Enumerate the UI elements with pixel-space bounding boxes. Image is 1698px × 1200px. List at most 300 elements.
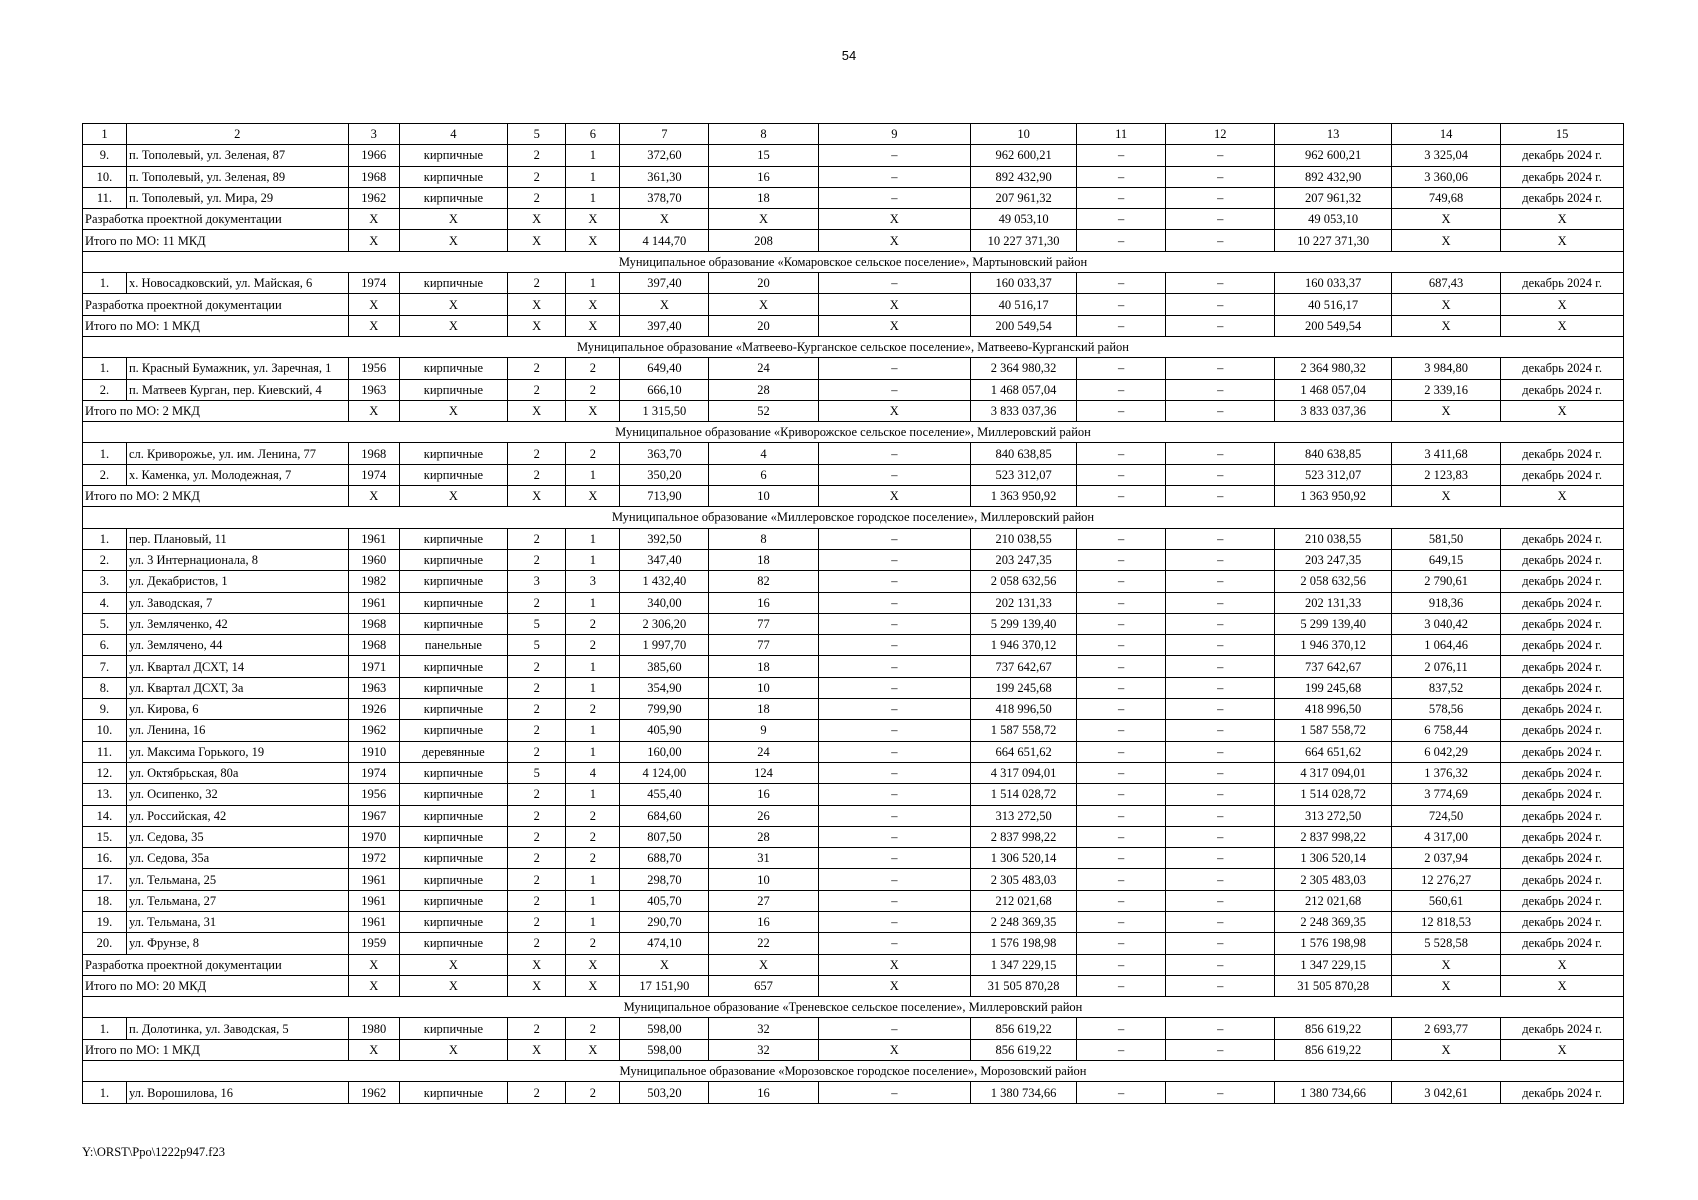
table-cell: 212 021,68 bbox=[970, 890, 1076, 911]
table-cell: 1960 bbox=[348, 549, 399, 570]
section-header-row bbox=[83, 251, 1624, 272]
table-cell: 2 306,20 bbox=[620, 613, 709, 634]
table-cell: 3 325,04 bbox=[1391, 145, 1500, 166]
table-cell: 2 bbox=[508, 187, 566, 208]
table-cell: 581,50 bbox=[1391, 528, 1500, 549]
table-cell: 10 bbox=[709, 869, 818, 890]
table-row bbox=[83, 805, 1624, 826]
summary-cell: X bbox=[566, 400, 620, 421]
table-cell: – bbox=[818, 528, 970, 549]
table-cell: 22 bbox=[709, 933, 818, 954]
table-row bbox=[83, 528, 1624, 549]
table-cell: декабрь 2024 г. bbox=[1501, 784, 1624, 805]
table-cell: 202 131,33 bbox=[1275, 592, 1391, 613]
column-number: 12 bbox=[1166, 124, 1275, 145]
table-cell: – bbox=[818, 549, 970, 570]
summary-label: Итого по МО: 11 МКД bbox=[83, 230, 349, 251]
table-cell: 737 642,67 bbox=[1275, 656, 1391, 677]
table-cell: 1974 bbox=[348, 273, 399, 294]
table-row bbox=[83, 145, 1624, 166]
table-cell: кирпичные bbox=[399, 613, 507, 634]
summary-cell: X bbox=[399, 954, 507, 975]
summary-cell: X bbox=[1501, 954, 1624, 975]
table-cell: 4 317,00 bbox=[1391, 826, 1500, 847]
summary-row bbox=[83, 294, 1624, 315]
table-cell: 1974 bbox=[348, 464, 399, 485]
table-cell: 1966 bbox=[348, 145, 399, 166]
table-cell: 1 bbox=[566, 677, 620, 698]
table-cell: 16 bbox=[709, 1082, 818, 1103]
table-cell: 77 bbox=[709, 613, 818, 634]
summary-cell: 4 144,70 bbox=[620, 230, 709, 251]
summary-cell: – bbox=[1077, 954, 1166, 975]
summary-cell: – bbox=[1166, 294, 1275, 315]
table-cell: 1 432,40 bbox=[620, 571, 709, 592]
summary-cell: – bbox=[1077, 209, 1166, 230]
table-cell: 405,90 bbox=[620, 720, 709, 741]
address-cell: сл. Криворожье, ул. им. Ленина, 77 bbox=[126, 443, 348, 464]
summary-cell: 32 bbox=[709, 1039, 818, 1060]
table-cell: 1963 bbox=[348, 379, 399, 400]
summary-cell: X bbox=[399, 294, 507, 315]
table-cell: декабрь 2024 г. bbox=[1501, 1082, 1624, 1103]
table-cell: – bbox=[1166, 848, 1275, 869]
table-cell: декабрь 2024 г. bbox=[1501, 571, 1624, 592]
table-cell: кирпичные bbox=[399, 720, 507, 741]
table-cell: 24 bbox=[709, 741, 818, 762]
address-cell: п. Долотинка, ул. Заводская, 5 bbox=[126, 1018, 348, 1039]
table-cell: 82 bbox=[709, 571, 818, 592]
summary-cell: 1 363 950,92 bbox=[1275, 486, 1391, 507]
table-cell: 3 042,61 bbox=[1391, 1082, 1500, 1103]
section-header-row bbox=[83, 1061, 1624, 1082]
table-cell: кирпичные bbox=[399, 273, 507, 294]
table-cell: 1 380 734,66 bbox=[1275, 1082, 1391, 1103]
table-cell: – bbox=[1166, 1018, 1275, 1039]
table-cell: 1959 bbox=[348, 933, 399, 954]
address-cell: п. Тополевый, ул. Зеленая, 89 bbox=[126, 166, 348, 187]
table-cell: 1 468 057,04 bbox=[1275, 379, 1391, 400]
summary-label: Разработка проектной документации bbox=[83, 294, 349, 315]
table-cell: 1 587 558,72 bbox=[970, 720, 1076, 741]
table-cell: 32 bbox=[709, 1018, 818, 1039]
column-number: 2 bbox=[126, 124, 348, 145]
table-cell: кирпичные bbox=[399, 762, 507, 783]
summary-cell: X bbox=[818, 1039, 970, 1060]
table-cell: 18. bbox=[83, 890, 127, 911]
table-cell: 405,70 bbox=[620, 890, 709, 911]
table-cell: 2 bbox=[508, 869, 566, 890]
summary-cell: – bbox=[1077, 975, 1166, 996]
summary-cell: – bbox=[1077, 315, 1166, 336]
summary-cell: 3 833 037,36 bbox=[970, 400, 1076, 421]
table-cell: 1 bbox=[566, 166, 620, 187]
table-cell: 19. bbox=[83, 911, 127, 932]
address-cell: х. Каменка, ул. Молодежная, 7 bbox=[126, 464, 348, 485]
column-number: 8 bbox=[709, 124, 818, 145]
summary-cell: 1 347 229,15 bbox=[970, 954, 1076, 975]
table-cell: 1 bbox=[566, 549, 620, 570]
summary-cell: X bbox=[1391, 294, 1500, 315]
table-cell: – bbox=[1077, 848, 1166, 869]
table-cell: 2 bbox=[508, 677, 566, 698]
summary-cell: X bbox=[566, 209, 620, 230]
summary-cell: X bbox=[818, 975, 970, 996]
table-cell: 17. bbox=[83, 869, 127, 890]
table-cell: 6 758,44 bbox=[1391, 720, 1500, 741]
table-cell: 1961 bbox=[348, 592, 399, 613]
table-cell: – bbox=[1077, 145, 1166, 166]
table-row bbox=[83, 890, 1624, 911]
table-cell: 2 339,16 bbox=[1391, 379, 1500, 400]
table-cell: 2 bbox=[508, 741, 566, 762]
summary-cell: 31 505 870,28 bbox=[1275, 975, 1391, 996]
table-cell: кирпичные bbox=[399, 592, 507, 613]
table-cell: 724,50 bbox=[1391, 805, 1500, 826]
table-cell: – bbox=[1166, 826, 1275, 847]
table-cell: 1 bbox=[566, 741, 620, 762]
table-cell: 1 bbox=[566, 187, 620, 208]
table-cell: декабрь 2024 г. bbox=[1501, 613, 1624, 634]
table-cell: – bbox=[1077, 720, 1166, 741]
table-row bbox=[83, 635, 1624, 656]
summary-cell: X bbox=[566, 1039, 620, 1060]
table-cell: – bbox=[818, 699, 970, 720]
table-cell: – bbox=[1077, 273, 1166, 294]
summary-cell: X bbox=[818, 209, 970, 230]
table-cell: 2. bbox=[83, 464, 127, 485]
address-cell: п. Красный Бумажник, ул. Заречная, 1 bbox=[126, 358, 348, 379]
table-cell: 687,43 bbox=[1391, 273, 1500, 294]
table-cell: – bbox=[1077, 741, 1166, 762]
summary-row bbox=[83, 486, 1624, 507]
table-cell: 18 bbox=[709, 187, 818, 208]
municipality-title: Муниципальное образование «Криворожское сельское поселение», Миллеровский район bbox=[83, 422, 1624, 443]
table-cell: 4 317 094,01 bbox=[1275, 762, 1391, 783]
table-cell: 1961 bbox=[348, 528, 399, 549]
table-cell: 1. bbox=[83, 358, 127, 379]
table-cell: 840 638,85 bbox=[1275, 443, 1391, 464]
table-cell: – bbox=[818, 911, 970, 932]
address-cell: ул. Фрунзе, 8 bbox=[126, 933, 348, 954]
table-cell: 1968 bbox=[348, 443, 399, 464]
table-cell: 203 247,35 bbox=[970, 549, 1076, 570]
table-cell: 807,50 bbox=[620, 826, 709, 847]
table-cell: 1 bbox=[566, 784, 620, 805]
table-cell: 160 033,37 bbox=[1275, 273, 1391, 294]
summary-row bbox=[83, 1039, 1624, 1060]
table-cell: – bbox=[1077, 379, 1166, 400]
column-number: 15 bbox=[1501, 124, 1624, 145]
table-cell: 5 299 139,40 bbox=[1275, 613, 1391, 634]
table-row bbox=[83, 826, 1624, 847]
table-cell: – bbox=[1077, 613, 1166, 634]
table-cell: 2 bbox=[508, 699, 566, 720]
table-cell: 1962 bbox=[348, 720, 399, 741]
table-cell: декабрь 2024 г. bbox=[1501, 379, 1624, 400]
table-cell: – bbox=[1077, 869, 1166, 890]
column-number: 4 bbox=[399, 124, 507, 145]
table-cell: 664 651,62 bbox=[970, 741, 1076, 762]
table-cell: – bbox=[818, 443, 970, 464]
table-cell: 1962 bbox=[348, 1082, 399, 1103]
summary-cell: – bbox=[1166, 315, 1275, 336]
table-cell: 856 619,22 bbox=[1275, 1018, 1391, 1039]
table-cell: 2 123,83 bbox=[1391, 464, 1500, 485]
table-cell: 199 245,68 bbox=[970, 677, 1076, 698]
summary-cell: X bbox=[399, 315, 507, 336]
table-cell: – bbox=[1077, 166, 1166, 187]
summary-cell: 10 bbox=[709, 486, 818, 507]
address-cell: ул. Квартал ДСХТ, 14 bbox=[126, 656, 348, 677]
table-cell: 418 996,50 bbox=[1275, 699, 1391, 720]
table-cell: 8 bbox=[709, 528, 818, 549]
address-cell: ул. Землячено, 44 bbox=[126, 635, 348, 656]
table-cell: кирпичные bbox=[399, 805, 507, 826]
table-row bbox=[83, 443, 1624, 464]
address-cell: ул. Тельмана, 25 bbox=[126, 869, 348, 890]
summary-cell: X bbox=[1391, 954, 1500, 975]
table-cell: – bbox=[818, 869, 970, 890]
table-cell: – bbox=[1166, 805, 1275, 826]
table-cell: 361,30 bbox=[620, 166, 709, 187]
table-cell: 1963 bbox=[348, 677, 399, 698]
table-cell: 1971 bbox=[348, 656, 399, 677]
table-cell: 4 bbox=[709, 443, 818, 464]
table-cell: 2 bbox=[508, 911, 566, 932]
table-cell: 2 bbox=[508, 273, 566, 294]
table-cell: 1967 bbox=[348, 805, 399, 826]
table-cell: – bbox=[1077, 911, 1166, 932]
table-cell: кирпичные bbox=[399, 784, 507, 805]
summary-cell: X bbox=[1501, 294, 1624, 315]
table-cell: 290,70 bbox=[620, 911, 709, 932]
table-cell: 31 bbox=[709, 848, 818, 869]
column-number: 5 bbox=[508, 124, 566, 145]
summary-cell: X bbox=[348, 315, 399, 336]
table-cell: 1926 bbox=[348, 699, 399, 720]
table-cell: 1 997,70 bbox=[620, 635, 709, 656]
summary-label: Итого по МО: 2 МКД bbox=[83, 486, 349, 507]
table-cell: декабрь 2024 г. bbox=[1501, 549, 1624, 570]
table-cell: 892 432,90 bbox=[970, 166, 1076, 187]
table-cell: – bbox=[1077, 358, 1166, 379]
table-cell: 14. bbox=[83, 805, 127, 826]
table-cell: – bbox=[818, 592, 970, 613]
summary-cell: X bbox=[399, 486, 507, 507]
table-cell: – bbox=[1077, 187, 1166, 208]
table-cell: 2 bbox=[566, 1082, 620, 1103]
table-cell: 16 bbox=[709, 911, 818, 932]
table-cell: 18 bbox=[709, 656, 818, 677]
table-cell: 962 600,21 bbox=[970, 145, 1076, 166]
summary-row bbox=[83, 954, 1624, 975]
table-cell: 2 bbox=[508, 166, 566, 187]
table-cell: – bbox=[1166, 464, 1275, 485]
table-cell: 2 bbox=[566, 379, 620, 400]
table-cell: 2 bbox=[566, 613, 620, 634]
summary-cell: 20 bbox=[709, 315, 818, 336]
summary-cell: X bbox=[1391, 315, 1500, 336]
table-cell: 1 bbox=[566, 592, 620, 613]
summary-cell: X bbox=[566, 975, 620, 996]
table-cell: 203 247,35 bbox=[1275, 549, 1391, 570]
table-cell: – bbox=[818, 1018, 970, 1039]
table-cell: 649,15 bbox=[1391, 549, 1500, 570]
summary-cell: X bbox=[1391, 975, 1500, 996]
address-cell: ул. 3 Интернационала, 8 bbox=[126, 549, 348, 570]
table-cell: декабрь 2024 г. bbox=[1501, 805, 1624, 826]
municipality-title: Муниципальное образование «Морозовское городское поселение», Морозовский район bbox=[83, 1061, 1624, 1082]
table-row bbox=[83, 933, 1624, 954]
summary-label: Итого по МО: 2 МКД bbox=[83, 400, 349, 421]
summary-cell: X bbox=[818, 954, 970, 975]
municipality-title: Муниципальное образование «Треневское сельское поселение», Миллеровский район bbox=[83, 997, 1624, 1018]
table-cell: 1961 bbox=[348, 911, 399, 932]
table-cell: 350,20 bbox=[620, 464, 709, 485]
table-cell: – bbox=[1166, 145, 1275, 166]
table-cell: 1. bbox=[83, 273, 127, 294]
table-cell: 77 bbox=[709, 635, 818, 656]
table-cell: 1 946 370,12 bbox=[970, 635, 1076, 656]
table-cell: 15 bbox=[709, 145, 818, 166]
table-cell: 20. bbox=[83, 933, 127, 954]
table-cell: 749,68 bbox=[1391, 187, 1500, 208]
address-cell: п. Тополевый, ул. Мира, 29 bbox=[126, 187, 348, 208]
summary-cell: X bbox=[1501, 209, 1624, 230]
summary-cell: 657 bbox=[709, 975, 818, 996]
table-cell: кирпичные bbox=[399, 187, 507, 208]
table-cell: 2 bbox=[566, 805, 620, 826]
section-header-row bbox=[83, 336, 1624, 357]
table-cell: декабрь 2024 г. bbox=[1501, 677, 1624, 698]
table-cell: – bbox=[1077, 762, 1166, 783]
table-cell: 1 576 198,98 bbox=[1275, 933, 1391, 954]
table-cell: 3. bbox=[83, 571, 127, 592]
table-cell: 503,20 bbox=[620, 1082, 709, 1103]
table-cell: 372,60 bbox=[620, 145, 709, 166]
summary-cell: X bbox=[1501, 230, 1624, 251]
table-cell: 207 961,32 bbox=[970, 187, 1076, 208]
table-cell: кирпичные bbox=[399, 464, 507, 485]
table-cell: 11. bbox=[83, 741, 127, 762]
table-cell: 2 bbox=[566, 1018, 620, 1039]
table-cell: – bbox=[1077, 635, 1166, 656]
table-cell: 1968 bbox=[348, 166, 399, 187]
summary-cell: – bbox=[1166, 400, 1275, 421]
table-cell: 124 bbox=[709, 762, 818, 783]
table-cell: 2 bbox=[508, 592, 566, 613]
summary-cell: X bbox=[1501, 400, 1624, 421]
address-cell: ул. Ворошилова, 16 bbox=[126, 1082, 348, 1103]
summary-cell: X bbox=[818, 400, 970, 421]
table-cell: 1 587 558,72 bbox=[1275, 720, 1391, 741]
table-cell: 2 bbox=[508, 805, 566, 826]
table-cell: 3 040,42 bbox=[1391, 613, 1500, 634]
table-cell: – bbox=[1077, 656, 1166, 677]
column-number: 3 bbox=[348, 124, 399, 145]
address-cell: ул. Тельмана, 27 bbox=[126, 890, 348, 911]
summary-cell: X bbox=[508, 486, 566, 507]
table-cell: – bbox=[1077, 805, 1166, 826]
table-cell: 2 bbox=[508, 549, 566, 570]
table-cell: 12 276,27 bbox=[1391, 869, 1500, 890]
summary-row bbox=[83, 315, 1624, 336]
table-cell: декабрь 2024 г. bbox=[1501, 720, 1624, 741]
table-cell: 2 bbox=[566, 443, 620, 464]
table-cell: 16 bbox=[709, 166, 818, 187]
table-cell: кирпичные bbox=[399, 869, 507, 890]
summary-cell: 200 549,54 bbox=[970, 315, 1076, 336]
table-cell: 1. bbox=[83, 1082, 127, 1103]
summary-cell: X bbox=[508, 954, 566, 975]
table-cell: 2 bbox=[566, 826, 620, 847]
summary-cell: 17 151,90 bbox=[620, 975, 709, 996]
table-cell: 1 bbox=[566, 720, 620, 741]
table-cell: 1 bbox=[566, 911, 620, 932]
table-cell: – bbox=[1077, 890, 1166, 911]
table-cell: 2 bbox=[566, 699, 620, 720]
table-cell: – bbox=[1077, 699, 1166, 720]
table-cell: кирпичные bbox=[399, 848, 507, 869]
summary-row bbox=[83, 975, 1624, 996]
table-cell: 313 272,50 bbox=[970, 805, 1076, 826]
table-cell: 3 360,06 bbox=[1391, 166, 1500, 187]
address-cell: ул. Осипенко, 32 bbox=[126, 784, 348, 805]
table-cell: 455,40 bbox=[620, 784, 709, 805]
table-cell: 2 248 369,35 bbox=[1275, 911, 1391, 932]
table-cell: – bbox=[818, 784, 970, 805]
summary-cell: X bbox=[566, 486, 620, 507]
table-cell: – bbox=[1166, 187, 1275, 208]
summary-cell: – bbox=[1166, 954, 1275, 975]
table-cell: 1970 bbox=[348, 826, 399, 847]
table-cell: – bbox=[1166, 273, 1275, 294]
table-cell: 2 bbox=[508, 784, 566, 805]
table-cell: 385,60 bbox=[620, 656, 709, 677]
table-cell: 1 bbox=[566, 464, 620, 485]
table-cell: 2 bbox=[566, 848, 620, 869]
table-cell: деревянные bbox=[399, 741, 507, 762]
table-cell: 16 bbox=[709, 784, 818, 805]
table-cell: 378,70 bbox=[620, 187, 709, 208]
table-cell: 1961 bbox=[348, 869, 399, 890]
table-cell: – bbox=[1077, 592, 1166, 613]
summary-cell: 40 516,17 bbox=[970, 294, 1076, 315]
summary-cell: 52 bbox=[709, 400, 818, 421]
summary-label: Разработка проектной документации bbox=[83, 209, 349, 230]
table-cell: 2 bbox=[508, 1082, 566, 1103]
table-cell: – bbox=[818, 656, 970, 677]
address-cell: п. Матвеев Курган, пер. Киевский, 4 bbox=[126, 379, 348, 400]
table-cell: декабрь 2024 г. bbox=[1501, 911, 1624, 932]
table-cell: 4 bbox=[566, 762, 620, 783]
table-cell: 1 514 028,72 bbox=[1275, 784, 1391, 805]
table-cell: 2 bbox=[508, 933, 566, 954]
table-cell: 3 984,80 bbox=[1391, 358, 1500, 379]
table-cell: 11. bbox=[83, 187, 127, 208]
table-cell: 5 528,58 bbox=[1391, 933, 1500, 954]
summary-cell: – bbox=[1077, 230, 1166, 251]
table-cell: 962 600,21 bbox=[1275, 145, 1391, 166]
table-cell: 18 bbox=[709, 699, 818, 720]
table-cell: 1 306 520,14 bbox=[1275, 848, 1391, 869]
table-cell: – bbox=[818, 358, 970, 379]
table-cell: кирпичные bbox=[399, 826, 507, 847]
table-cell: 9 bbox=[709, 720, 818, 741]
table-cell: 1 bbox=[566, 656, 620, 677]
table-row bbox=[83, 549, 1624, 570]
